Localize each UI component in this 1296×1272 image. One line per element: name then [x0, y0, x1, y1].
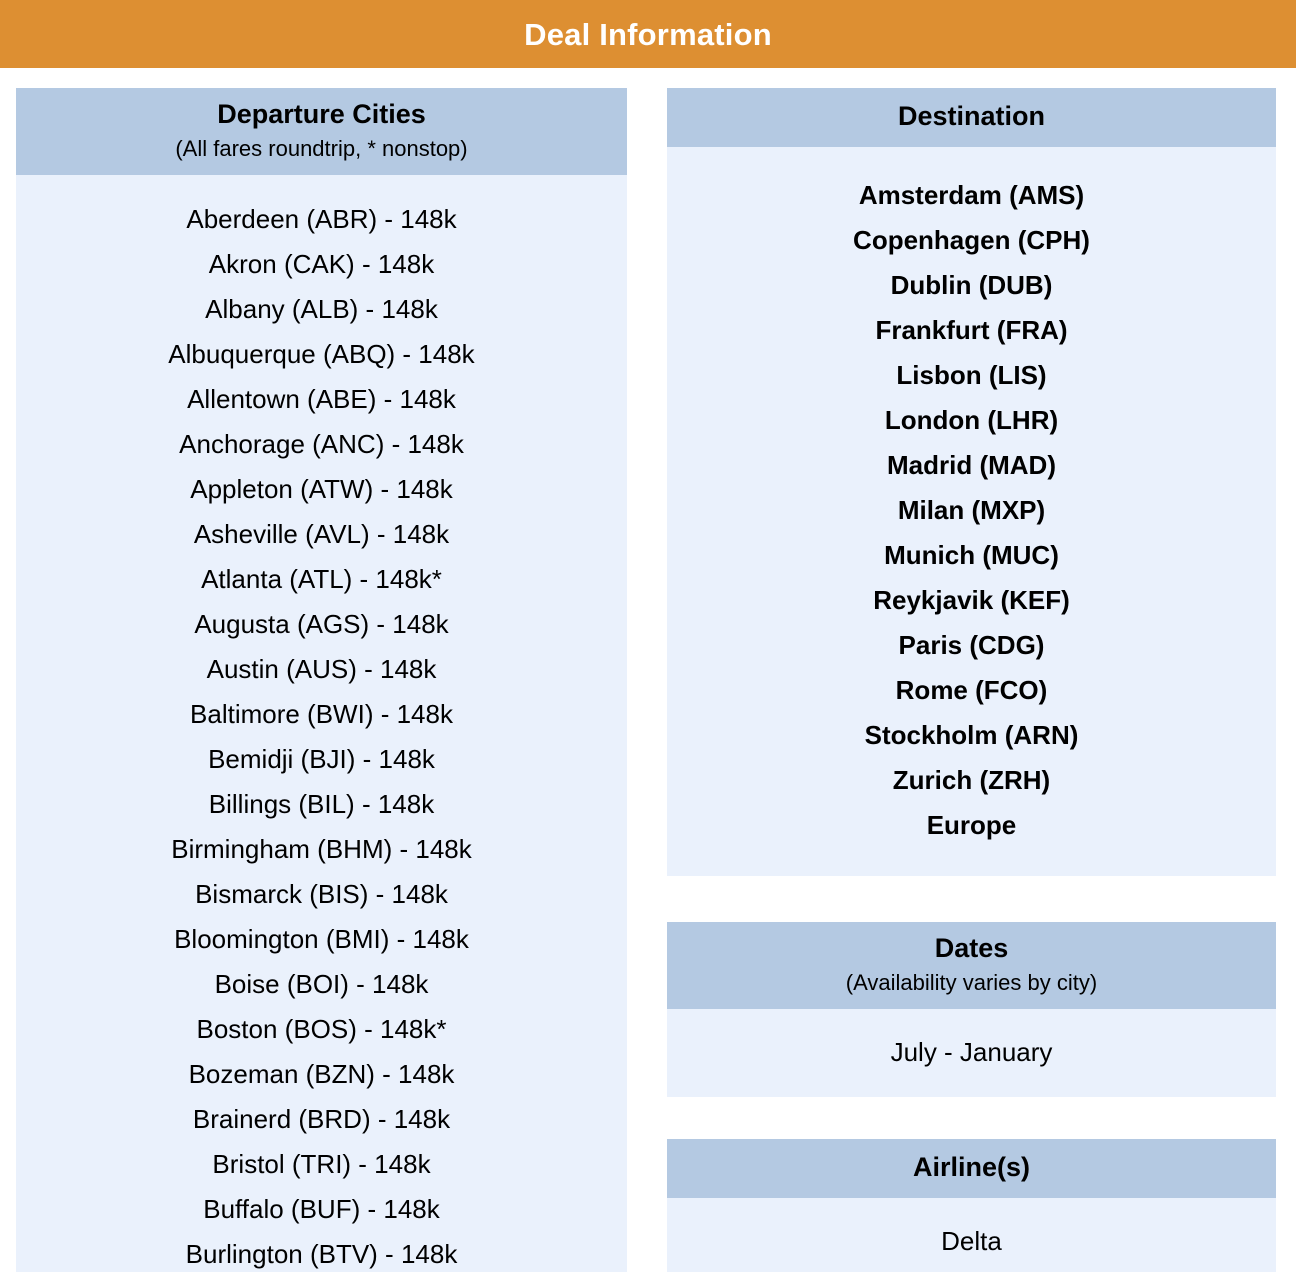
list-item[interactable]: Bozeman (BZN) - 148k: [188, 1059, 455, 1090]
list-item[interactable]: Milan (MXP): [897, 494, 1046, 525]
airlines-panel: [667, 1139, 1276, 1272]
list-item[interactable]: Billings (BIL) - 148k: [208, 789, 435, 820]
departure-cities-title: Departure Cities: [217, 99, 426, 129]
list-item[interactable]: Buffalo (BUF) - 148k: [203, 1194, 440, 1225]
list-item[interactable]: Burlington (BTV) - 148k: [185, 1239, 458, 1270]
panel-divider: [667, 1097, 1276, 1139]
list-item[interactable]: Bismarck (BIS) - 148k: [195, 879, 448, 910]
dates-header: [667, 922, 1276, 1009]
departure-cities-subtitle: (All fares roundtrip, * nonstop): [175, 135, 468, 161]
list-item[interactable]: Anchorage (ANC) - 148k: [179, 429, 464, 460]
list-item[interactable]: Bloomington (BMI) - 148k: [174, 924, 469, 955]
list-item[interactable]: Copenhagen (CPH): [853, 224, 1090, 255]
list-item[interactable]: Birmingham (BHM) - 148k: [171, 834, 472, 865]
list-item[interactable]: Boston (BOS) - 148k*: [196, 1014, 447, 1045]
dates-list: [667, 1009, 1276, 1097]
destination-title: Destination: [897, 101, 1045, 131]
list-item[interactable]: Amsterdam (AMS): [858, 179, 1085, 210]
list-item[interactable]: Dublin (DUB): [890, 269, 1053, 300]
list-item[interactable]: Madrid (MAD): [887, 449, 1056, 480]
dates-panel: [667, 922, 1276, 1097]
airlines-title: Airline(s): [912, 1152, 1031, 1183]
list-item[interactable]: Baltimore (BWI) - 148k: [190, 699, 453, 730]
list-item[interactable]: Aberdeen (ABR) - 148k: [186, 204, 457, 235]
page-title: Deal Information: [524, 16, 772, 52]
departure-cities-header: [16, 88, 627, 175]
details-column: [667, 88, 1276, 1272]
list-item[interactable]: Austin (AUS) - 148k: [206, 654, 437, 685]
list-item[interactable]: Appleton (ATW) - 148k: [190, 474, 453, 505]
deal-information-body: [0, 68, 1296, 1272]
list-item[interactable]: Frankfurt (FRA): [875, 314, 1068, 345]
departure-cities-list: [16, 175, 627, 1272]
list-item[interactable]: London (LHR): [884, 404, 1059, 435]
list-item[interactable]: Bristol (TRI) - 148k: [212, 1149, 431, 1180]
list-item[interactable]: Lisbon (LIS): [896, 359, 1047, 390]
list-item[interactable]: Munich (MUC): [884, 539, 1059, 570]
list-item[interactable]: Paris (CDG): [898, 629, 1045, 660]
list-item[interactable]: Allentown (ABE) - 148k: [187, 384, 456, 415]
destination-panel: [667, 88, 1276, 876]
list-item[interactable]: Atlanta (ATL) - 148k*: [201, 564, 442, 595]
list-item[interactable]: Europe: [926, 809, 1017, 840]
departure-column: [16, 88, 627, 1272]
list-item: Delta: [941, 1225, 1002, 1256]
list-item[interactable]: Reykjavik (KEF): [873, 584, 1070, 615]
deal-information-title-bar: [0, 0, 1296, 68]
list-item[interactable]: Rome (FCO): [895, 674, 1048, 705]
list-item[interactable]: Asheville (AVL) - 148k: [193, 519, 450, 550]
departure-cities-panel: [16, 88, 627, 1272]
destination-list: [667, 147, 1276, 876]
dates-title: Dates: [934, 932, 1009, 963]
list-item[interactable]: Brainerd (BRD) - 148k: [192, 1104, 451, 1135]
list-item[interactable]: Boise (BOI) - 148k: [214, 969, 429, 1000]
list-item[interactable]: Albuquerque (ABQ) - 148k: [168, 339, 475, 370]
airlines-header: [667, 1139, 1276, 1198]
list-item[interactable]: Akron (CAK) - 148k: [208, 249, 435, 280]
list-item: July - January: [890, 1037, 1053, 1068]
list-item[interactable]: Bemidji (BJI) - 148k: [208, 744, 435, 775]
dates-subtitle: (Availability varies by city): [845, 969, 1098, 995]
panel-divider: [667, 876, 1276, 922]
destination-header: [667, 88, 1276, 147]
airlines-list: [667, 1198, 1276, 1272]
list-item[interactable]: Zurich (ZRH): [892, 764, 1051, 795]
list-item[interactable]: Stockholm (ARN): [864, 719, 1079, 750]
list-item[interactable]: Albany (ALB) - 148k: [205, 294, 438, 325]
list-item[interactable]: Augusta (AGS) - 148k: [194, 609, 449, 640]
